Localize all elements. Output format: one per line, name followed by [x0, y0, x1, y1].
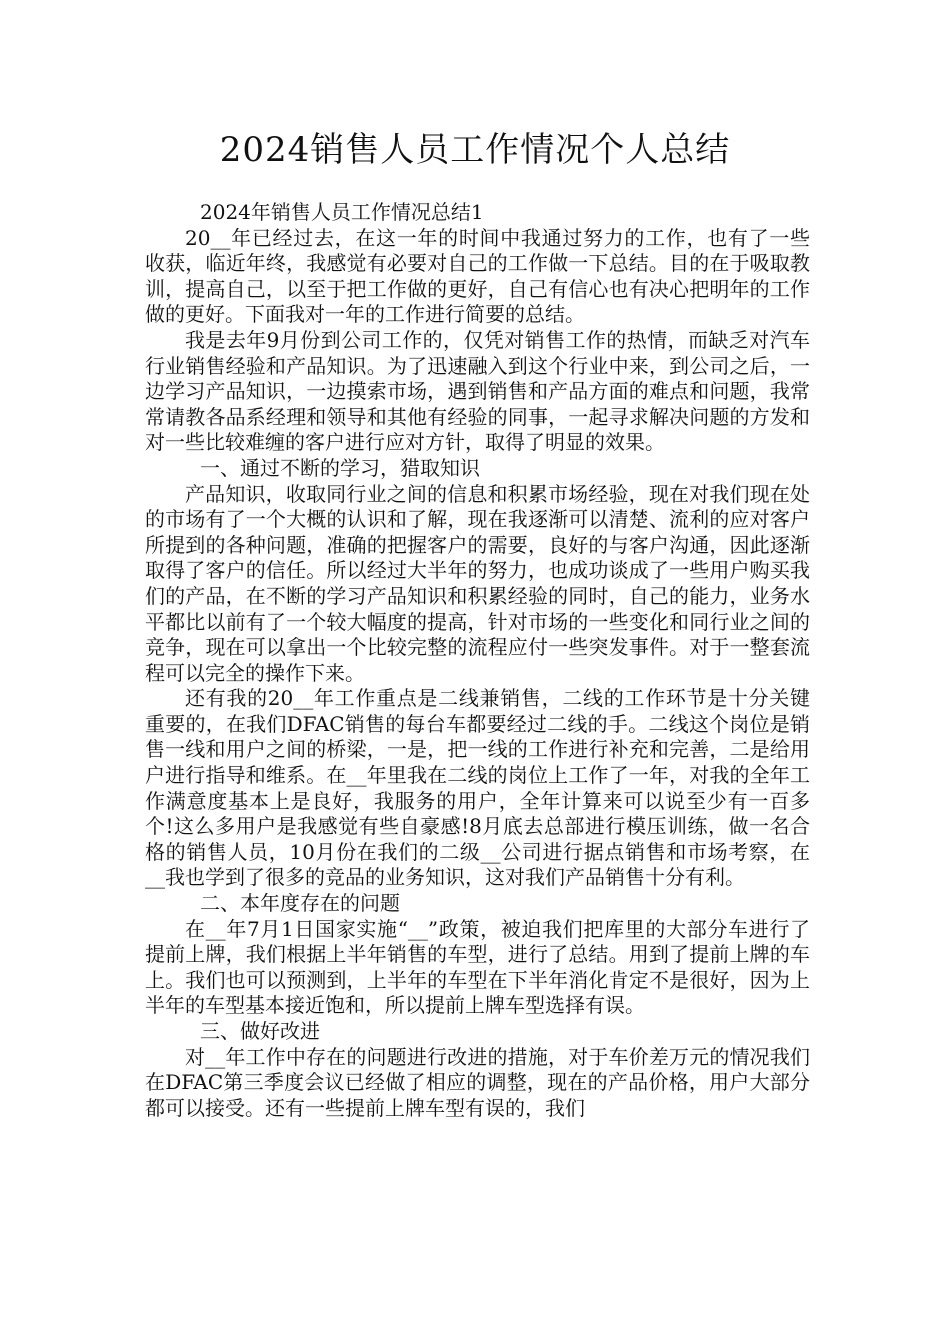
document-subtitle: 2024年销售人员工作情况总结1 [200, 200, 484, 224]
section-heading-problems: 二、本年度存在的问题 [200, 891, 400, 916]
paragraph-intro: 20__年已经过去，在这一年的时间中我通过努力的工作，也有了一些收获，临近年终，我感觉有必要对自己的工作做一下总结。目的在于吸取教训，提高自己，以至于把工作做的更好，自己有信心也有决心把明年的工作做的更好。下面我对一年的工作进行简要的总结。 [145, 225, 810, 327]
paragraph-second-line: 还有我的20__年工作重点是二线兼销售，二线的工作环节是十分关键重要的，在我们DFAC销售的每台车都要经过二线的手。二线这个岗位是销售一线和用户之间的桥梁，一是，把一线的工作进行补充和完善，二是给用户进行指导和维系。在__年里我在二线的岗位上工作了一年，对我的全年工作满意度基本上是良好，我服务的用户，全年计算来可以说至少有一百多个!这么多用户是我感觉有些自豪感!8月底去总部进行模压训练，做一名合格的销售人员，10月份在我们的二级__公司进行据点销售和市场考察，在__我也学到了很多的竞品的业务知识，这对我们产品销售十分有利。 [145, 686, 810, 890]
paragraph-problems: 在__年7月1日国家实施“__”政策，被迫我们把库里的大部分车进行了提前上牌，我们根据上半年销售的车型，进行了总结。用到了提前上牌的车上。我们也可以预测到，上半年的车型在下半年消化肯定不是很好，因为上半年的车型基本接近饱和，所以提前上牌车型选择有误。 [145, 916, 810, 1018]
paragraph-improvements: 对__年工作中存在的问题进行改进的措施，对于车价差万元的情况我们在DFAC第三季度会议已经做了相应的调整，现在的产品价格，用户大部分都可以接受。还有一些提前上牌车型有误的，我们 [145, 1044, 810, 1120]
paragraph-background: 我是去年9月份到公司工作的，仅凭对销售工作的热情，而缺乏对汽车行业销售经验和产品知识。为了迅速融入到这个行业中来，到公司之后，一边学习产品知识，一边摸索市场，遇到销售和产品方面的难点和问题，我常常请教各品系经理和领导和其他有经验的同事，一起寻求解决问题的方发和对一些比较难缠的客户进行应对方针，取得了明显的效果。 [145, 327, 810, 455]
section-heading-improvements: 三、做好改进 [200, 1019, 320, 1043]
document-title: 2024销售人员工作情况个人总结 [219, 130, 731, 170]
document-body [145, 200, 810, 1121]
section-heading-learning: 一、通过不断的学习，猎取知识 [200, 455, 480, 480]
paragraph-learning: 产品知识，收取同行业之间的信息和积累市场经验，现在对我们现在处的市场有了一个大概的认识和了解，现在我逐渐可以清楚、流利的应对客户所提到的各种问题，准确的把握客户的需要，良好的与客户沟通，因此逐渐取得了客户的信任。所以经过大半年的努力，也成功谈成了一些用户购买我们的产品，在不断的学习产品知识和积累经验的同时，自己的能力，业务水平都比以前有了一个较大幅度的提高，针对市场的一些变化和同行业之间的竞争，现在可以拿出一个比较完整的流程应付一些突发事件。对于一整套流程可以完全的操作下来。 [145, 481, 810, 685]
